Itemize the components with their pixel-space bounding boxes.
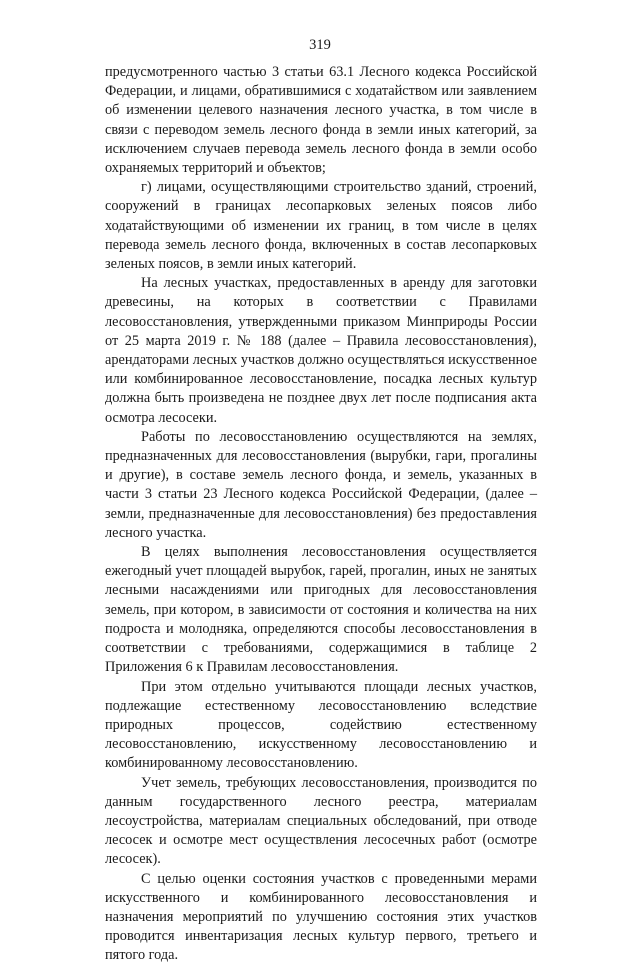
paragraph: На лесных участках, предоставленных в аренду для заготовки древесины, на которых в соответствии с Правилами лесовосстановления, утвержденными приказом Минприроды России от 25 марта 2019 г. № 188 (далее – Правила лесовосстановления), арендаторами лесных участков должно осуществляться искусственное или комбинированное лесовосстановление, посадка лесных культур должна быть произведена не позднее двух лет после подписания акта осмотра лесосеки.: [105, 275, 537, 426]
paragraph: С целью оценки состояния участков с проведенными мерами искусственного и комбинированного лесовосстановления и назначения мероприятий по улучшению состояния этих участков проводится инвентаризация лесных культур первого, третьего и пятого года.: [105, 870, 537, 964]
paragraph: г) лицами, осуществляющими строительство зданий, строений, сооружений в границах лесопарковых зеленых поясов либо ходатайствующими об изменении их границ, в том числе в целях перевода земель лесного фонда, включенных в состав лесопарковых зеленых поясов, в земли иных категорий.: [105, 179, 537, 273]
paragraph: В целях выполнения лесовосстановления осуществляется ежегодный учет площадей вырубок, гарей, прогалин, иных не занятых лесными насаждениями или пригодных для лесовосстановления земель, при котором, в зависимости от состояния и количества на них подроста и молодняка, определяются способы лесовосстановления в соответствии с требованиями, содержащимися в таблице 2 Приложения 6 к Правилам лесовосстановления.: [105, 544, 537, 676]
paragraph: Учет земель, требующих лесовосстановления, производится по данным государственного лесного реестра, материалам лесоустройства, материалам специальных обследований, при отводе лесосек и осмотре мест осуществления лесосечных работ (осмотре лесосек).: [105, 774, 537, 868]
document-body: [105, 63, 537, 966]
paragraph-continued: предусмотренного частью 3 статьи 63.1 Лесного кодекса Российской Федерации, и лицами, обратившимися с ходатайством или заявлением об изменении целевого назначения лесного участка, в том числе в связи с переводом земель лесного фонда в земли иных категорий, за исключением случаев перевода земель лесного фонда в земли особо охраняемых территорий и объектов;: [105, 64, 537, 177]
paragraph: При этом отдельно учитываются площади лесных участков, подлежащие естественному лесовосстановлению вследствие природных процессов, содействию естественному лесовосстановлению, искусственному лесовосстановлению и комбинированному лесовосстановлению.: [105, 678, 537, 772]
page-number: 319: [309, 37, 331, 53]
paragraph: Работы по лесовосстановлению осуществляются на землях, предназначенных для лесовосстановления (вырубки, гари, прогалины и другие), в составе земель лесного фонда, и земель, указанных в части 3 статьи 23 Лесного кодекса Российской Федерации, (далее – земли, предназначенные для лесовосстановления) без предоставления лесного участка.: [105, 428, 537, 541]
